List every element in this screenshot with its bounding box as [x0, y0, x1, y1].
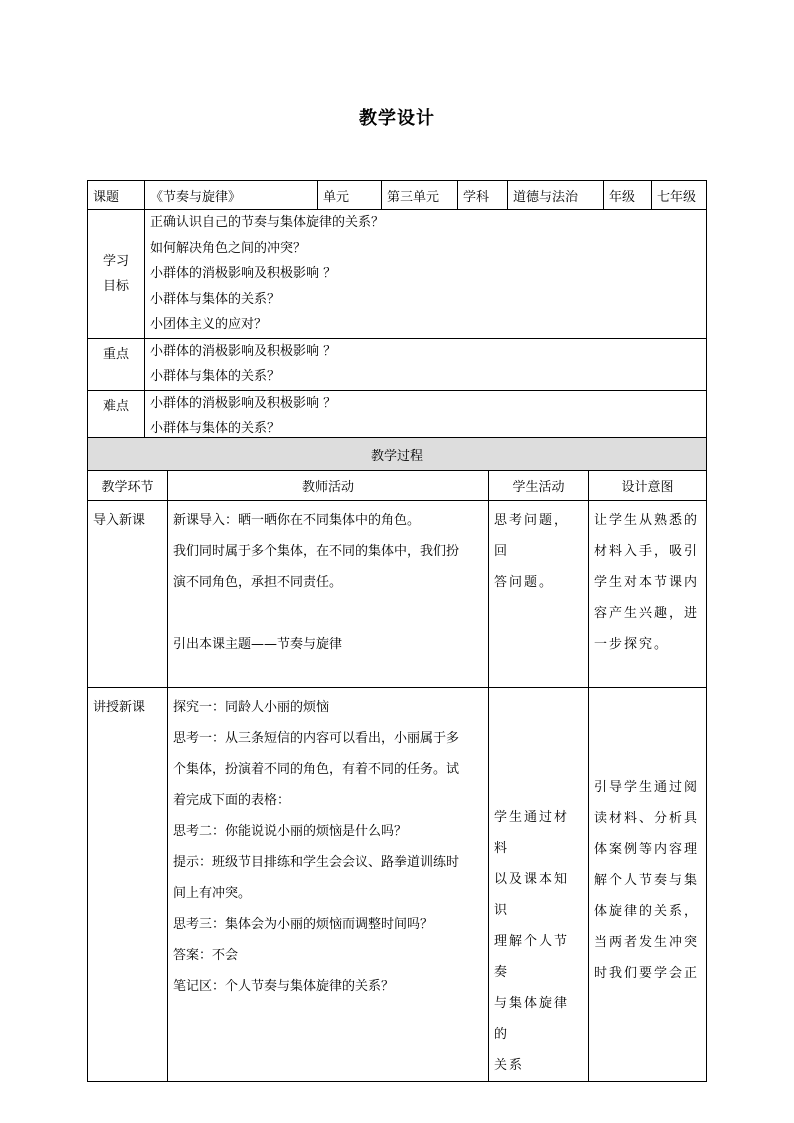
student-line: 以及课本知识 — [494, 872, 570, 918]
intent-line: 当两者发生冲突 — [594, 935, 700, 950]
teacher-line: 演不同角色，承担不同责任。 — [173, 575, 343, 590]
intent-line: 学生对本节课内 — [594, 575, 700, 590]
teacher-line: 引出本课主题——节奏与旋律 — [173, 637, 343, 652]
teacher-line: 着完成下面的表格： — [173, 793, 291, 808]
process-banner-row — [88, 438, 707, 471]
difficulty-item: 小群体与集体的关系？ — [150, 421, 281, 436]
teacher-line: 答案：不会 — [173, 948, 239, 963]
objective-item: 正确认识自己的节奏与集体旋律的关系？ — [150, 215, 385, 230]
stage-cell: 讲授新课 — [88, 688, 168, 1082]
student-line: 学生通过材料 — [494, 810, 570, 856]
header-intent: 设计意图 — [589, 471, 707, 501]
student-line: 关系 — [494, 1058, 525, 1073]
teacher-line: 笔记区：个人节奏与集体旋律的关系？ — [173, 979, 395, 994]
design-intent — [589, 688, 707, 1082]
header-student: 学生活动 — [489, 471, 589, 501]
teacher-line: 间上有冲突。 — [173, 886, 252, 901]
subject-value: 道德与法治 — [508, 181, 604, 210]
intent-line: 材料入手，吸引 — [594, 544, 700, 559]
course-value: 《节奏与旋律》 — [145, 181, 318, 210]
objectives-label-line: 目标 — [102, 278, 129, 294]
difficulties-content — [145, 390, 707, 442]
unit-value: 第三单元 — [382, 181, 458, 210]
difficulties-label: 难点 — [88, 390, 145, 442]
student-activity — [489, 688, 589, 1082]
unit-label: 单元 — [318, 181, 382, 210]
key-point-item: 小群体与集体的关系？ — [150, 369, 281, 384]
teacher-line: 个集体，扮演着不同的角色，有着不同的任务。试 — [173, 762, 460, 777]
intent-line: 体案例等内容理 — [594, 842, 700, 857]
process-header-row — [88, 471, 707, 501]
intent-line: 时我们要学会正 — [594, 966, 700, 981]
info-table — [87, 180, 707, 443]
header-teacher: 教师活动 — [168, 471, 489, 501]
teacher-line: 我们同时属于多个集体，在不同的集体中，我们扮 — [173, 544, 460, 559]
student-activity — [489, 501, 589, 688]
student-line: 答问题。 — [494, 575, 555, 590]
key-points-content — [145, 338, 707, 390]
teacher-activity — [168, 688, 489, 1082]
difficulty-item: 小群体的消极影响及积极影响 ？ — [150, 395, 337, 411]
grade-value: 七年级 — [652, 181, 707, 210]
course-label: 课题 — [88, 181, 145, 210]
teacher-line: 思考三：集体会为小丽的烦恼而调整时间吗？ — [173, 917, 434, 932]
intent-line: 让学生从熟悉的 — [594, 513, 700, 528]
teacher-line: 思考二：你能说说小丽的烦恼是什么吗？ — [173, 824, 408, 839]
student-line: 与集体旋律的 — [494, 996, 570, 1042]
objectives-label — [88, 210, 145, 339]
teacher-line: 提示：班级节目排练和学生会会议、路拳道训练时 — [173, 855, 460, 870]
objective-item: 小群体的消极影响及积极影响 ？ — [150, 266, 337, 281]
intent-line: 引导学生通过阅 — [594, 780, 700, 795]
grade-label: 年级 — [604, 181, 652, 210]
difficulties-row — [88, 390, 707, 442]
page-title: 教学设计 — [359, 108, 435, 129]
student-line: 理解个人节奏 — [494, 934, 570, 980]
teacher-line: 探究一：同龄人小丽的烦恼 — [173, 700, 330, 715]
teacher-line — [173, 598, 483, 629]
key-point-item: 小群体的消极影响及积极影响 ？ — [150, 343, 337, 359]
objective-item: 小团体主义的应对？ — [150, 317, 268, 332]
objective-item: 如何解决角色之间的冲突？ — [150, 240, 307, 256]
key-points-row — [88, 338, 707, 390]
subject-label: 学科 — [458, 181, 508, 210]
process-row-new — [88, 688, 707, 1082]
intent-line: 一步探究。 — [594, 637, 670, 652]
process-row-intro — [88, 501, 707, 688]
header-stage: 教学环节 — [88, 471, 168, 501]
design-intent — [589, 501, 707, 688]
stage-cell: 导入新课 — [88, 501, 168, 688]
key-points-label: 重点 — [88, 338, 145, 390]
intent-line: 解个人节奏与集 — [594, 873, 700, 888]
intent-line: 体旋律的关系， — [594, 904, 700, 919]
student-line: 思考问题，回 — [494, 513, 570, 559]
objectives-content — [145, 210, 707, 339]
teacher-line: 新课导入：晒一晒你在不同集体中的角色。 — [173, 513, 421, 528]
objectives-label-line: 学习 — [102, 253, 129, 269]
teacher-line: 思考一：从三条短信的内容可以看出，小丽属于多 — [173, 731, 460, 746]
objectives-row — [88, 210, 707, 339]
process-banner: 教学过程 — [88, 438, 707, 471]
objective-item: 小群体与集体的关系？ — [150, 291, 281, 307]
intent-line: 读材料、分析具 — [594, 811, 700, 826]
process-table — [87, 437, 707, 1082]
course-row — [88, 181, 707, 210]
teacher-activity — [168, 501, 489, 688]
intent-line: 容产生兴趣，进 — [594, 606, 700, 621]
